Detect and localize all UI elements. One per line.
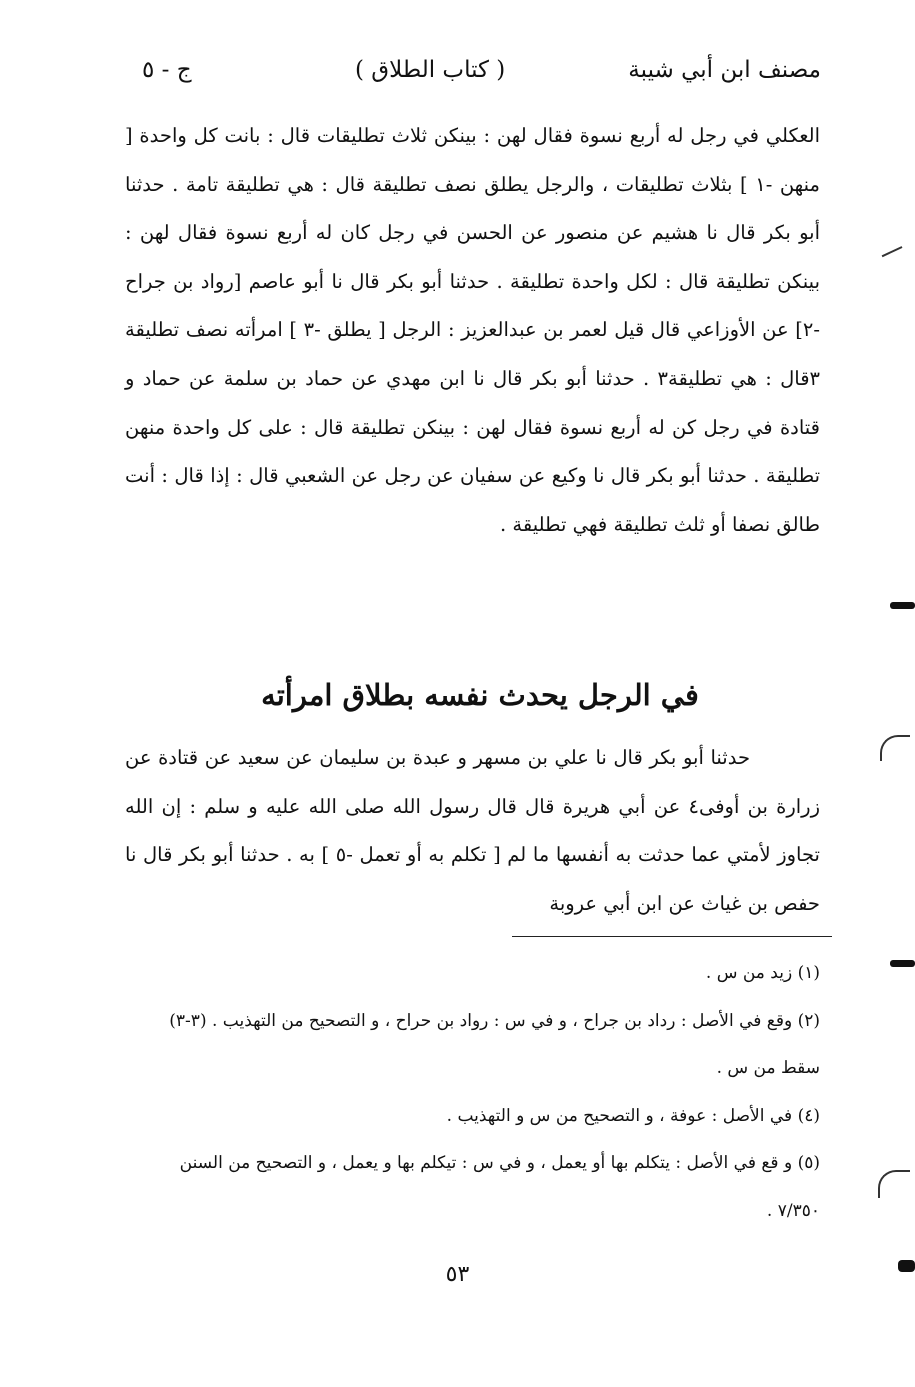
body-paragraph-2 <box>125 734 820 928</box>
scan-mark <box>890 960 915 967</box>
scan-mark <box>880 735 910 761</box>
section-title: في الرجل يحدث نفسه بطلاق امرأته <box>261 678 699 712</box>
footnote-2: (٢) وقع في الأصل : رداد بن جراح ، و في س : رواد بن حراح ، و التصحيح من التهذيب . (٣-٣) سقط من س . <box>169 1010 820 1078</box>
footnote-divider <box>512 936 832 937</box>
footnote-5: (٥) و قع في الأصل : يتكلم بها أو يعمل ، و في س : تيكلم بها و يعمل ، و التصحيح من السنن ٧/٣٥٠ . <box>179 1153 820 1221</box>
body-paragraph-1 <box>125 112 820 549</box>
scan-mark <box>882 246 909 270</box>
paragraph-text: حدثنا أبو بكر قال نا علي بن مسهر و عبدة بن سليمان عن سعيد عن قتادة عن زرارة بن أوفى٤ عن أبي هريرة قال قال رسول الله صلى الله عليه و سلم : إن الله تجاوز لأمتي عما حدثت به أنفسها ما لم [ تكلم به أو تعمل -٥ ] به . حدثنا أبو بكر قال نا حفص بن غياث عن ابن أبي عروبة <box>125 746 820 915</box>
paragraph-text: العكلي في رجل له أربع نسوة فقال لهن : بينكن ثلاث تطليقات قال : بانت كل واحدة [ منهن -١ ] بثلاث تطليقات ، والرجل يطلق نصف تطليقة قال : هي تطليقة تامة . حدثنا أبو بكر قال نا هشيم عن منصور عن الحسن في رجل كان له أربع نسوة فقال لهن : بينكن تطليقة قال : لكل واحدة تطليقة . حدثنا أبو بكر قال نا أبو عاصم [رواد بن جراح -٢] عن الأوزاعي قال قيل لعمر بن عبدالعزيز : الرجل [ يطلق -٣ ] امرأته نصف تطليقة ٣قال : هي تطليقة٣ . حدثنا أبو بكر قال نا ابن مهدي عن حماد بن سلمة عن حماد و قتادة في رجل كن له أربع نسوة فقال لهن : بينكن تطليقة قال : على كل واحدة منهن تطليقة . حدثنا أبو بكر قال نا وكيع عن سفيان عن رجل عن الشعبي قال : إذا قال : أنت طالق نصفا أو ثلث تطليقة فهي تطليقة . <box>125 124 821 536</box>
header-book-title: مصنف ابن أبي شيبة <box>628 57 821 83</box>
scan-mark <box>890 602 915 609</box>
page-number: ٥٣ <box>445 1262 470 1287</box>
header-chapter: ( كتاب الطلاق ) <box>355 57 506 83</box>
scan-mark <box>898 1260 915 1272</box>
scan-mark <box>878 1170 910 1198</box>
footnote-4: (٤) في الأصل : عوفة ، و التصحيح من س و التهذيب . <box>446 1105 820 1126</box>
footnote-1: (١) زيد من س . <box>705 963 820 983</box>
header-volume: ج - ٥ <box>142 57 192 83</box>
footnotes <box>140 950 820 1235</box>
